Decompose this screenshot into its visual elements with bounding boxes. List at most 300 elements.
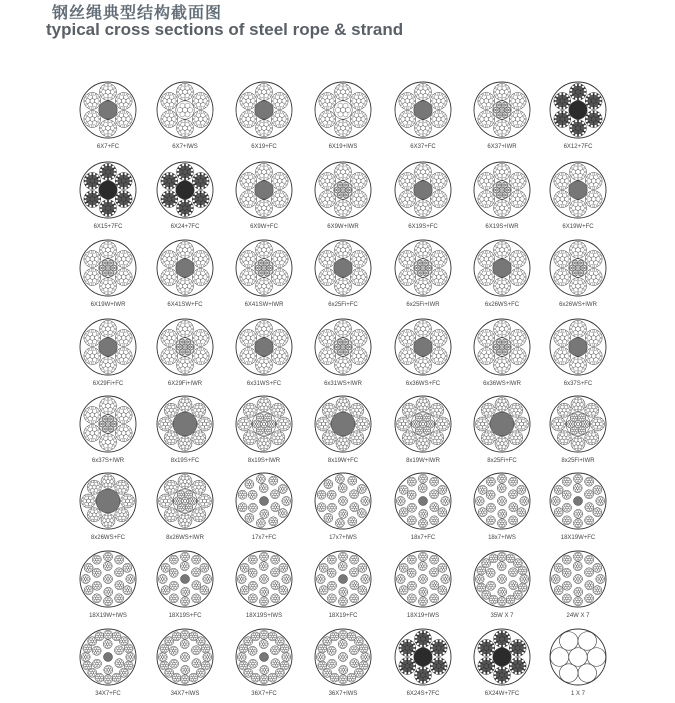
wire [505, 350, 507, 352]
wire [335, 287, 338, 290]
wire [271, 256, 274, 259]
wire [331, 360, 334, 363]
wire [352, 342, 355, 345]
wire [248, 431, 250, 433]
wire [166, 187, 169, 190]
wire [201, 205, 204, 208]
wire [105, 430, 107, 432]
wire [191, 129, 194, 132]
wire [573, 261, 575, 263]
wire [333, 116, 336, 119]
wire [364, 196, 367, 199]
wire [349, 283, 352, 286]
wire [189, 333, 192, 336]
wire [424, 84, 427, 87]
wire [430, 338, 433, 341]
wire [109, 84, 112, 87]
wire [499, 278, 502, 281]
wire [340, 196, 342, 198]
wire [89, 330, 92, 333]
wire [252, 350, 255, 353]
wire [509, 98, 512, 101]
wire [362, 174, 365, 177]
wire [444, 200, 447, 203]
wire [521, 193, 524, 196]
wire [319, 278, 322, 281]
wire [197, 283, 200, 286]
wire [575, 164, 578, 167]
wire [115, 120, 118, 123]
wire [572, 322, 575, 325]
wire [349, 362, 352, 365]
wire [354, 431, 356, 433]
wire [265, 278, 268, 281]
wire [582, 333, 585, 336]
wire [408, 265, 411, 268]
wire [496, 122, 499, 125]
wire [496, 322, 499, 325]
wire [267, 264, 269, 266]
wire [426, 271, 428, 273]
wire [428, 441, 430, 443]
wire [499, 134, 502, 137]
wire [430, 435, 432, 437]
wire [364, 116, 367, 119]
wire [411, 123, 414, 126]
wire [506, 322, 509, 325]
wire [334, 438, 336, 440]
wire [272, 413, 274, 415]
wire [416, 405, 418, 407]
wire [174, 441, 176, 443]
wire [190, 444, 192, 446]
wire [206, 120, 209, 123]
rope-section [157, 82, 213, 150]
wire [276, 362, 279, 365]
wire [505, 186, 507, 188]
wire [523, 200, 526, 203]
wire [563, 330, 566, 333]
wire [594, 344, 597, 347]
wire [84, 196, 87, 199]
wire [420, 398, 422, 400]
section-label: 6X7+FC [96, 144, 120, 150]
wire [285, 256, 288, 259]
wire [584, 326, 587, 329]
wire [280, 265, 283, 268]
wire [100, 169, 103, 172]
wire [321, 193, 324, 196]
wire [203, 411, 205, 413]
wire [115, 259, 118, 262]
wire [105, 357, 108, 360]
wire [328, 265, 331, 268]
wire [509, 353, 512, 356]
wire [599, 181, 602, 184]
wire [93, 348, 96, 351]
wire [333, 181, 336, 184]
wire [129, 434, 132, 437]
wire [480, 113, 483, 116]
wire [321, 175, 324, 178]
wire [117, 175, 120, 178]
wire [579, 292, 582, 295]
wire [199, 403, 201, 405]
wire [115, 278, 118, 281]
wire [348, 405, 350, 407]
wire [240, 120, 243, 123]
wire [340, 409, 342, 411]
wire [442, 263, 445, 266]
wire [411, 281, 414, 284]
wire [418, 399, 420, 401]
wire [111, 264, 113, 266]
wire [499, 357, 502, 360]
wire [287, 419, 289, 421]
wire [572, 359, 575, 362]
wire [344, 321, 347, 324]
wire [191, 89, 194, 92]
wire [503, 103, 505, 105]
wire [98, 412, 101, 415]
wire [86, 253, 89, 256]
wire [355, 251, 358, 254]
wire [268, 359, 271, 362]
wire [430, 196, 433, 199]
wire [508, 362, 511, 365]
wire [579, 134, 582, 137]
wire [102, 85, 105, 88]
wire [258, 212, 261, 215]
wire [117, 342, 120, 345]
wire [518, 330, 521, 333]
wire [86, 123, 89, 126]
wire [575, 200, 578, 203]
wire [175, 200, 178, 203]
wire [256, 329, 259, 332]
wire [105, 278, 108, 281]
wire [270, 287, 273, 290]
wire [177, 129, 180, 132]
rope-section [474, 319, 530, 387]
wire [575, 84, 578, 87]
wire [424, 200, 427, 203]
wire [283, 193, 286, 196]
wire [355, 344, 358, 347]
wire [197, 107, 200, 110]
fiber-core [176, 181, 194, 199]
wire [355, 111, 358, 114]
wire [575, 274, 577, 276]
wire [499, 292, 502, 295]
wire [439, 125, 442, 128]
wire [412, 432, 414, 434]
wire [252, 281, 255, 284]
wire [114, 250, 117, 253]
wire [427, 212, 430, 215]
wire [117, 253, 120, 256]
wire [253, 413, 255, 415]
wire [93, 191, 96, 194]
wire [324, 344, 327, 347]
wire [261, 84, 264, 87]
wire [411, 360, 414, 363]
wire [252, 105, 255, 108]
wire [204, 94, 207, 97]
rope-section [80, 162, 136, 230]
wire [124, 348, 127, 351]
wire [333, 338, 336, 341]
wire [399, 116, 402, 119]
wire [100, 125, 103, 128]
page-title-cn: 钢丝绳典型结构截面图 [52, 5, 223, 22]
wire [429, 129, 432, 132]
wire [111, 420, 113, 422]
wire [203, 408, 205, 410]
wire [273, 203, 276, 206]
wire [96, 105, 99, 108]
wire [321, 105, 324, 108]
wire [426, 264, 428, 266]
wire [245, 265, 248, 268]
wire [411, 203, 414, 206]
wire [521, 185, 524, 188]
wire [355, 93, 358, 96]
wire [597, 113, 600, 116]
wire [191, 250, 194, 253]
wire [182, 214, 185, 217]
wire [330, 442, 332, 444]
wire [427, 176, 430, 179]
wire [240, 338, 243, 341]
wire [194, 271, 197, 274]
wire [420, 371, 423, 374]
wire [579, 120, 582, 123]
wire [271, 178, 274, 181]
wire [206, 98, 209, 101]
wire [115, 178, 118, 181]
wire [264, 448, 266, 450]
wire [559, 283, 562, 286]
wire [408, 421, 410, 423]
wire [563, 205, 566, 208]
wire [89, 439, 92, 442]
wire [115, 274, 118, 277]
wire [494, 362, 497, 365]
wire [432, 203, 435, 206]
section-label: 6x36WS+IWR [483, 381, 521, 387]
wire [164, 438, 166, 440]
fiber-core [99, 181, 117, 199]
wire [114, 406, 117, 409]
wire [270, 209, 273, 212]
rope-section [550, 240, 606, 308]
wire [398, 419, 400, 421]
wire [499, 321, 502, 324]
wire [518, 191, 521, 194]
wire [96, 281, 99, 284]
wire [582, 322, 585, 325]
wire [170, 191, 173, 194]
wire [166, 93, 169, 96]
wire [572, 176, 575, 179]
fiber-core [99, 338, 117, 356]
wire [579, 357, 582, 360]
section-label: 6x26WS+FC [484, 302, 520, 308]
wire [283, 350, 286, 353]
wire [362, 94, 365, 97]
wire [164, 408, 166, 410]
wire [112, 132, 115, 135]
wire [503, 178, 506, 181]
wire [572, 122, 575, 125]
wire [280, 283, 283, 286]
wire [584, 172, 587, 175]
wire [521, 342, 524, 345]
wire [344, 164, 347, 167]
wire [186, 335, 189, 338]
wire [268, 369, 271, 372]
wire [359, 125, 362, 128]
wire [413, 278, 416, 281]
wire [505, 103, 507, 105]
wire [359, 344, 362, 347]
wire [340, 335, 343, 338]
wire [413, 116, 416, 119]
wire [261, 292, 264, 295]
wire [267, 271, 269, 273]
wire [346, 350, 348, 352]
wire [599, 259, 602, 262]
wire [444, 101, 447, 104]
wire [415, 89, 418, 92]
wire [587, 253, 590, 256]
wire [427, 202, 430, 205]
wire [173, 281, 176, 284]
wire [430, 357, 433, 360]
wire [521, 174, 524, 177]
wire [245, 125, 248, 128]
wire [198, 421, 200, 423]
wire [166, 269, 169, 272]
wire [175, 116, 178, 119]
wire [563, 111, 566, 114]
wire [271, 196, 274, 199]
wire [192, 200, 195, 203]
wire [340, 256, 343, 259]
wire [111, 417, 113, 419]
wire [499, 186, 501, 188]
wire [568, 274, 571, 277]
wire [444, 274, 447, 277]
wire [478, 353, 481, 356]
wire [196, 403, 198, 405]
wire [98, 101, 101, 104]
wire [324, 432, 326, 434]
wire [444, 120, 447, 123]
wire [194, 332, 197, 335]
wire [508, 191, 510, 193]
wire [317, 421, 319, 423]
wire [173, 360, 176, 363]
wire [566, 193, 569, 196]
wire [243, 438, 245, 440]
wire [127, 185, 130, 188]
wire [180, 340, 182, 342]
wire [333, 357, 336, 360]
wire [435, 111, 438, 114]
wire [331, 203, 334, 206]
wire [240, 181, 243, 184]
wire [102, 165, 105, 168]
wire [587, 342, 590, 345]
wire [350, 408, 352, 410]
wire [490, 331, 493, 334]
wire [439, 187, 442, 190]
wire [404, 405, 406, 407]
wire [114, 329, 117, 332]
wire [115, 256, 118, 259]
wire [103, 417, 105, 419]
wire [518, 362, 521, 365]
wire [442, 193, 445, 196]
wire [197, 251, 200, 254]
wire [566, 271, 569, 274]
wire [582, 369, 585, 372]
wire [599, 357, 602, 360]
wire [170, 269, 173, 272]
wire [261, 409, 263, 411]
wire [411, 193, 414, 196]
wire [117, 409, 120, 412]
wire [361, 408, 363, 410]
wire [89, 362, 92, 365]
wire [509, 274, 512, 277]
wire [509, 338, 512, 341]
wire [324, 348, 327, 351]
wire [478, 259, 481, 262]
wire [163, 113, 166, 116]
wire [349, 205, 352, 208]
wire [242, 193, 245, 196]
wire [271, 278, 274, 281]
section-label: 6x31WS+IWR [324, 381, 362, 387]
wire [556, 360, 559, 363]
wire [587, 350, 590, 353]
wire [109, 242, 112, 245]
wire [416, 425, 418, 427]
rope-section [315, 162, 371, 230]
wire [255, 435, 257, 437]
wire [508, 188, 510, 190]
wire [172, 431, 174, 433]
wire [319, 256, 322, 259]
wire [96, 437, 99, 440]
wire [242, 342, 245, 345]
wire [480, 175, 483, 178]
wire [256, 209, 259, 212]
wire [492, 256, 495, 259]
wire [417, 176, 420, 179]
wire [427, 122, 430, 125]
wire [201, 344, 204, 347]
wire [432, 253, 435, 256]
wire [197, 265, 200, 268]
wire [204, 342, 207, 345]
wire [240, 256, 243, 259]
wire [349, 247, 352, 250]
wire [161, 101, 164, 104]
